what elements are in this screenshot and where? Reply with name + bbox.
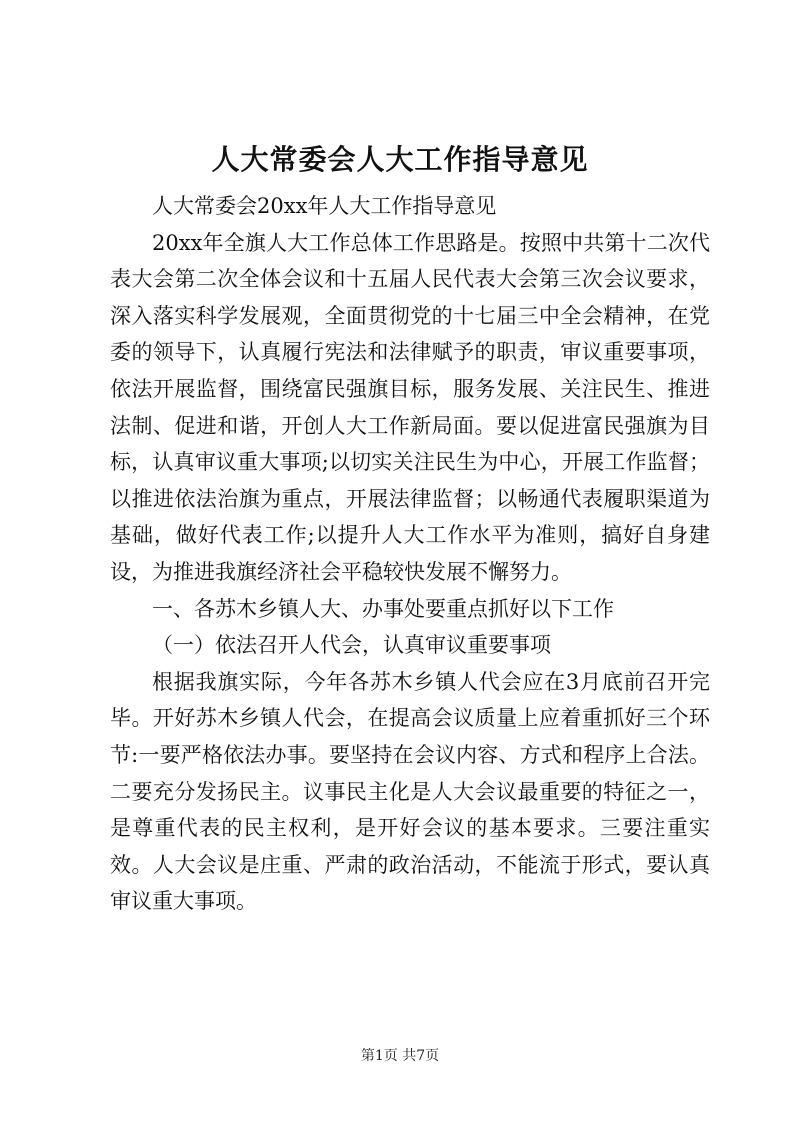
section-heading: 一、各苏木乡镇人大、办事处要重点抓好以下工作 [152,596,614,621]
meeting-requirements-paragraph: 根据我旗实际，今年各苏木乡镇人代会应在3月底前召开完毕。开好苏木乡镇人代会，在提高会议质量上应着重抓好三个环节:一要严格依法办事。要坚持在会议内容、方式和程序上合法。二要充分发扬民主。议事民主化是人大会议最重要的特征之一，是尊重代表的民主权利，是开好会议的基本要求。三要注重实效。人大会议是庄重、严肃的政治活动，不能流于形式，要认真审议重大事项。 [110,669,710,914]
document-body [110,188,710,920]
subtitle-paragraph: 人大常委会20xx年人大工作指导意见 [152,194,497,218]
subsection-heading: （一）依法召开人代会，认真审议重要事项 [152,633,551,658]
work-plan-paragraph: 20xx年全旗人大工作总体工作思路是。按照中共第十二次代表大会第二次全体会议和十五届人民代表大会第三次会议要求，深入落实科学发展观，全面贯彻党的十七届三中全会精神，在党委的领导下，认真履行宪法和法律赋予的职责，审议重要事项，依法开展监督，围绕富民强旗目标，服务发展、关注民生、推进法制、促进和谐，开创人大工作新局面。要以促进富民强旗为目标，认真审议重大事项;以切实关注民生为中心，开展工作监督；以推进依法治旗为重点，开展法律监督；以畅通代表履职渠道为基础，做好代表工作;以提升人大工作水平为准则，搞好自身建设，为推进我旗经济社会平稳较快发展不懈努力。 [110,230,710,584]
document-title: 人大常委会人大工作指导意见 [211,143,589,176]
page-footer: 第1页 共7页 [360,1048,440,1064]
